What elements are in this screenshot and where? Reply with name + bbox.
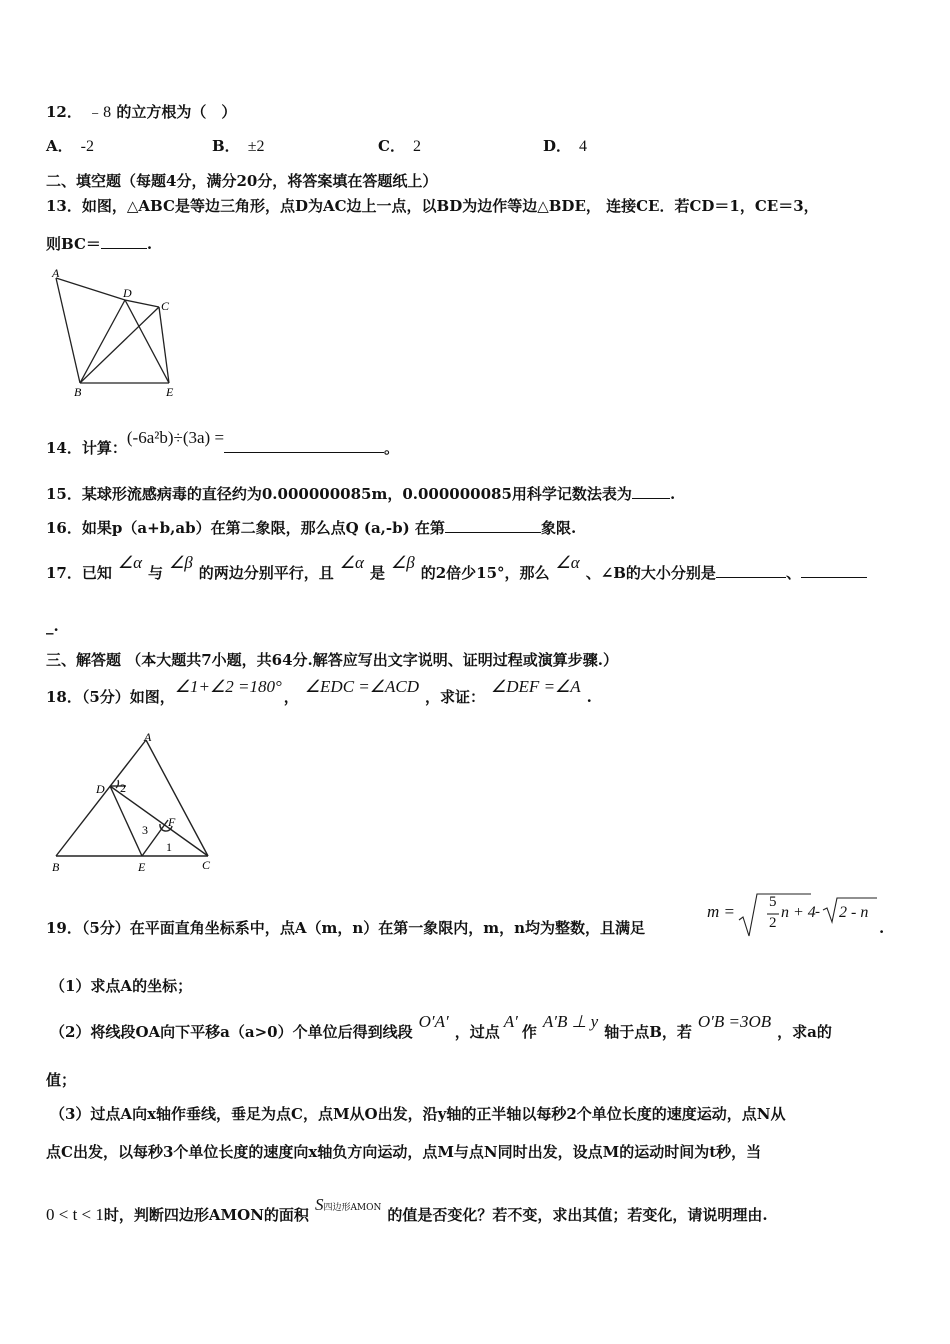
q19-ob-eq: O′B =3OB	[697, 1012, 772, 1031]
q16-answer-blank[interactable]	[445, 518, 541, 533]
q12-option-d	[543, 136, 587, 157]
q18-figure	[44, 728, 224, 878]
frac-denominator: 2	[769, 915, 777, 931]
q18-text: ，	[283, 688, 299, 706]
q13-line2	[46, 234, 152, 254]
q18-end: .	[586, 688, 592, 706]
option-value: 4	[579, 138, 588, 155]
fig18-label-b: B	[52, 860, 60, 874]
q16-line	[46, 518, 576, 538]
q19-text: （2）将线段OA向下平移a（a>0）个单位后得到线段	[50, 1023, 413, 1041]
radicand-2: 2 - n	[839, 904, 869, 921]
q19-part3-line1: （3）过点A向x轴作垂线，垂足为点C，点M从O出发，沿y轴的正半轴以每秒2个单位长度的速度运动，点N从	[50, 1105, 786, 1123]
fig13-label-b: B	[74, 385, 82, 399]
fig18-label-1: 1	[166, 840, 172, 854]
radicand-1: n + 4	[781, 904, 816, 921]
q12-option-c	[378, 136, 421, 157]
q19-text: 的值是否变化？若不变，求出其值；若变化，请说明理由.	[387, 1206, 768, 1224]
q19-formula	[707, 890, 887, 940]
q17-text: 的2倍少15°，那么	[420, 564, 550, 582]
q17-text: 的两边分别平行，且	[198, 564, 334, 582]
q17-line2: _.	[46, 617, 59, 635]
option-label: C．	[378, 137, 405, 155]
q19-area-symbol	[315, 1196, 381, 1214]
frac-numerator: 5	[769, 894, 777, 910]
option-value: -2	[80, 138, 94, 155]
minus-sign: -	[815, 904, 820, 920]
q14-answer-blank[interactable]	[224, 438, 384, 453]
q17-text: 是	[369, 564, 385, 582]
q19-text: 轴于点B，若	[604, 1023, 692, 1041]
q12-option-a	[46, 136, 94, 157]
q16-end: 象限.	[540, 519, 577, 537]
q19-text: ，求a的	[777, 1023, 832, 1041]
fig18-label-e: E	[138, 860, 146, 874]
area-s: S	[314, 1195, 324, 1214]
q17-line1	[46, 553, 867, 583]
q19-part3-line2: 点C出发，以每秒3个单位长度的速度向x轴负方向运动，点M与点N同时出发，设点M的运动时间为t秒，当	[46, 1143, 762, 1161]
q15-end: .	[669, 485, 676, 503]
fig18-label-3: 3	[142, 823, 148, 837]
q19-end: .	[879, 919, 885, 937]
q18-prove: ∠DEF =∠A	[491, 677, 581, 696]
q17-beta: ∠β	[390, 553, 415, 572]
q17-text: 、∠B的大小分别是	[585, 564, 716, 582]
q17-text: 17．已知	[46, 564, 112, 582]
section-2-heading: 二、填空题（每题4分，满分20分，将答案填在答题纸上）	[46, 172, 438, 190]
q17-text: 、	[785, 564, 801, 582]
q17-text: 与	[148, 564, 164, 582]
q19-part1: （1）求点A的坐标；	[50, 977, 193, 995]
q19-part2-line1	[50, 1012, 832, 1042]
q17-beta: ∠β	[169, 553, 193, 572]
q19-perp: A′B ⊥ y	[542, 1012, 599, 1031]
q14-line	[46, 428, 400, 457]
area-subscript: 四边形AMON	[323, 1203, 382, 1213]
fig13-label-d: D	[123, 286, 132, 300]
option-label: D．	[543, 137, 572, 155]
q12-math: ﹣8	[87, 104, 112, 121]
option-value: ±2	[247, 138, 265, 155]
q12-option-b	[212, 136, 264, 157]
q17-alpha: ∠α	[117, 553, 143, 572]
q17-alpha: ∠α	[339, 553, 364, 572]
fig18-label-2: 2	[120, 781, 126, 795]
q15-answer-blank[interactable]	[632, 484, 670, 499]
fig18-label-d: D	[96, 782, 105, 796]
option-label: B．	[212, 137, 240, 155]
fig18-label-c: C	[202, 858, 211, 872]
q12-stem	[46, 102, 236, 123]
q19-oa-prime: O′A′	[418, 1012, 449, 1031]
q19-stem	[46, 918, 645, 938]
q14-expression: (-6a²b)÷(3a) =	[126, 428, 225, 447]
q19-part3-line3	[46, 1195, 768, 1228]
q12-text: 的立方根为（ ）	[116, 103, 237, 121]
q19-t-range: 0 < t < 1	[46, 1205, 104, 1224]
fig13-label-c: C	[161, 299, 170, 313]
q15-text: 15．某球形流感病毒的直径约为0.000000085m，0.000000085用科学记数法表为	[46, 485, 632, 503]
fig13-label-e: E	[166, 385, 174, 399]
q13-figure	[44, 266, 194, 402]
fig18-label-a: A	[144, 730, 152, 744]
q19-text: 19．（5分）在平面直角坐标系中，点A（m，n）在第一象限内，m，n均为整数，且满足	[46, 919, 646, 937]
fig13-label-a: A	[52, 266, 60, 280]
q17-alpha: ∠α	[555, 553, 580, 572]
q15-line	[46, 484, 675, 504]
q18-given-2: ∠EDC =∠ACD	[304, 677, 420, 696]
q13-line1: 13．如图，△ABC是等边三角形，点D为AC边上一点，以BD为边作等边△BDE， 连接CE．若CD＝1，CE＝3，	[46, 197, 819, 215]
q18-given-1: ∠1+∠2 =180°	[174, 677, 282, 696]
q19-text: ，过点	[454, 1023, 500, 1041]
q18-text: 18．（5分）如图，	[46, 688, 175, 706]
q12-number: 12．	[46, 103, 82, 121]
option-label: A．	[46, 137, 73, 155]
q13-answer-blank[interactable]	[101, 234, 147, 249]
q18-line	[46, 677, 592, 707]
q17-answer-blank-2[interactable]	[801, 563, 867, 578]
section-3-heading: 三、解答题 （本大题共7小题，共64分.解答应写出文字说明、证明过程或演算步骤.）	[46, 651, 618, 669]
q18-text: ，求证：	[425, 688, 486, 706]
q13-text: 则BC＝	[46, 235, 101, 253]
q13-end: .	[146, 235, 153, 253]
formula-m: m =	[707, 902, 735, 921]
q17-answer-blank-1[interactable]	[716, 563, 786, 578]
q19-part2-line2: 值；	[46, 1071, 77, 1089]
q14-text: 14．计算：	[46, 439, 127, 457]
q19-a-prime: A′	[503, 1012, 518, 1031]
q19-text: 时，判断四边形AMON的面积	[103, 1206, 309, 1224]
q14-end: 。	[384, 439, 400, 457]
fig18-label-f: F	[168, 815, 176, 829]
q16-text: 16．如果p（a+b,ab）在第二象限，那么点Q (a,-b) 在第	[46, 519, 445, 537]
option-value: 2	[412, 138, 421, 155]
q19-text: 作	[521, 1023, 537, 1041]
